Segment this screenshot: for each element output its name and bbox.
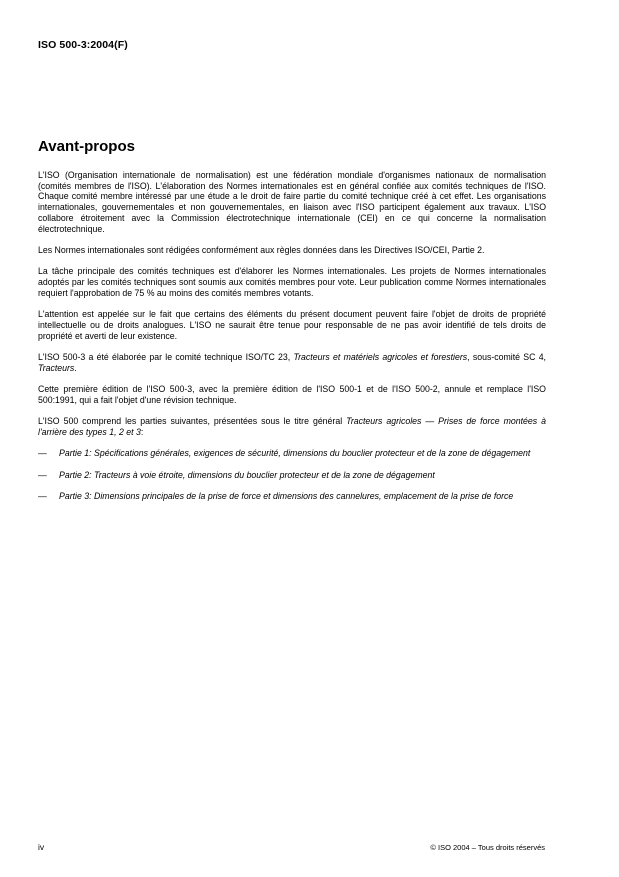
subcommittee-title: Tracteurs bbox=[38, 362, 75, 373]
list-item bbox=[38, 448, 546, 459]
committee-title: Tracteurs et matériels agricoles et forestiers bbox=[293, 351, 468, 362]
list-item-text: Partie 1: Spécifications générales, exigences de sécurité, dimensions du bouclier protecteur et de la zone de dégagement bbox=[59, 448, 531, 459]
foreword-body bbox=[38, 170, 546, 512]
list-dash: — bbox=[38, 448, 47, 459]
list-item bbox=[38, 491, 546, 502]
paragraph-edition: Cette première édition de l'ISO 500-3, avec la première édition de l'ISO 500-1 et de l'ISO 500-2, annule et remplace l'ISO 500:1991, qui a fait l'objet d'une révision technique. bbox=[38, 383, 546, 405]
paragraph-directives: Les Normes internationales sont rédigées conformément aux règles données dans les Directives ISO/CEI, Partie 2. bbox=[38, 244, 485, 255]
document-header: ISO 500-3:2004(F) bbox=[38, 39, 128, 51]
list-dash: — bbox=[38, 469, 47, 480]
list-item-text: Partie 2: Tracteurs à voie étroite, dimensions du bouclier protecteur et de la zone de dégagement bbox=[59, 469, 435, 480]
paragraph-patent-rights: L'attention est appelée sur le fait que certains des éléments du présent document peuvent faire l'objet de droits de propriété intellectuelle ou de droits analogues. L'ISO ne saurait être tenue pour responsable de ne pas avoir identifié de tels droits de propriété et averti de leur existence. bbox=[38, 309, 546, 341]
general-title: Tracteurs agricoles — Prises de force montées à l'arrière des types 1, 2 et 3 bbox=[38, 416, 546, 437]
paragraph-technical-committees: La tâche principale des comités techniques est d'élaborer les Normes internationales. Les projets de Normes internationales adoptés par les comités techniques sont soumis aux comités membres pour vote. Leur publication comme Normes internationales requiert l'approbation de 75 % au moins des comités membres votants. bbox=[38, 266, 546, 298]
parts-intro-text-2: : bbox=[140, 426, 144, 437]
paragraph-iso-organisation: L'ISO (Organisation internationale de normalisation) est une fédération mondiale d'organismes nationaux de normalisation (comités membres de l'ISO). L'élaboration des Normes internationales est en général confiée aux comités techniques de l'ISO. Chaque comité membre intéressé par une étude a le droit de faire partie du comité technique créé à cet effet. Les organisations internationales, gouvernementales et non gouvernementales, en liaison avec l'ISO participent également aux travaux. L'ISO collabore étroitement avec la Commission électrotechnique internationale (CEI) en ce qui concerne la normalisation électrotechnique. bbox=[38, 170, 546, 234]
list-dash: — bbox=[38, 490, 47, 501]
parts-intro-text-1: L'ISO 500 comprend les parties suivantes, présentées sous le titre général bbox=[38, 416, 347, 427]
copyright-notice: © ISO 2004 – Tous droits réservés bbox=[430, 843, 545, 852]
prepared-by-text-1: L'ISO 500-3 a été élaborée par le comité technique ISO/TC 23, bbox=[38, 351, 294, 362]
page-number: iv bbox=[38, 842, 45, 852]
paragraph-prepared-by bbox=[38, 352, 546, 373]
prepared-by-text-3: . bbox=[74, 362, 77, 373]
list-item-text: Partie 3: Dimensions principales de la prise de force et dimensions des cannelures, emplacement de la prise de force bbox=[59, 490, 514, 501]
list-item bbox=[38, 470, 546, 481]
section-title: Avant-propos bbox=[38, 138, 135, 155]
prepared-by-text-2: , sous-comité SC 4, bbox=[467, 351, 546, 362]
paragraph-parts-intro bbox=[38, 416, 546, 437]
